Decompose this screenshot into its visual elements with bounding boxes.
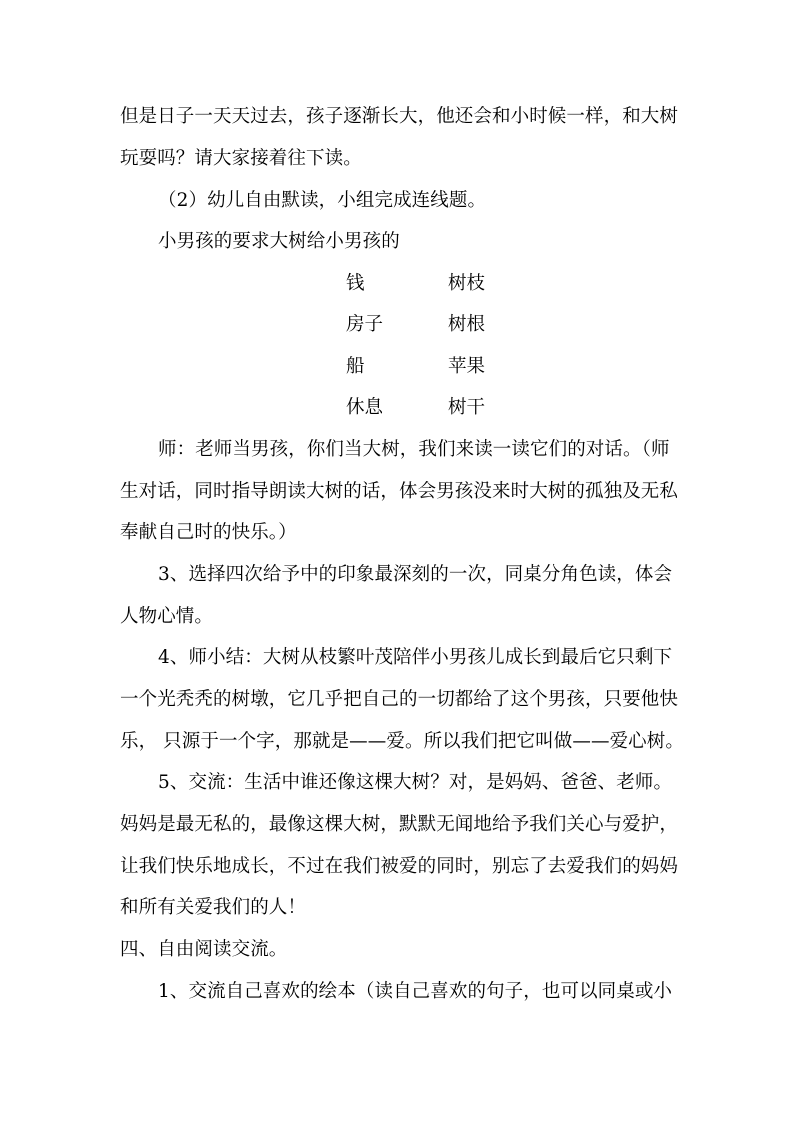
text-line: 4、师小结：大树从枝繁叶茂陪伴小男孩儿成长到最后它只剩下 xyxy=(158,647,673,668)
section-heading: 四、自由阅读交流。 xyxy=(120,939,288,960)
text-line: 人物心情。 xyxy=(120,606,214,627)
match-left-item: 房子 xyxy=(346,314,384,335)
match-left-item: 船 xyxy=(346,356,365,377)
match-left-item: 钱 xyxy=(346,273,365,294)
text-line: 一个光秃秃的树墩，它几乎把自己的一切都给了这个男孩，只要他快 xyxy=(120,689,679,710)
match-right-item: 树干 xyxy=(448,397,486,418)
match-right-item: 树根 xyxy=(448,314,486,335)
text-line: 5、交流：生活中谁还像这棵大树？对，是妈妈、爸爸、老师。 xyxy=(158,772,673,793)
match-right-item: 树枝 xyxy=(448,273,486,294)
text-line: 玩耍吗？请大家接着往下读。 xyxy=(120,148,362,169)
match-right-item: 苹果 xyxy=(448,356,486,377)
text-line: 乐， 只源于一个字，那就是——爱。所以我们把它叫做——爱心树。 xyxy=(120,731,684,752)
text-line: 师：老师当男孩，你们当大树，我们来读一读它们的对话。（师 xyxy=(158,439,670,460)
text-line: 但是日子一天天过去，孩子逐渐长大，他还会和小时候一样，和大树 xyxy=(120,106,679,127)
text-line: 和所有关爱我们的人！ xyxy=(120,897,307,918)
text-line: 让我们快乐地成长，不过在我们被爱的同时，别忘了去爱我们的妈妈 xyxy=(120,856,679,877)
text-line: 奉献自己时的快乐。） xyxy=(120,522,297,543)
text-line: 妈妈是最无私的，最像这棵大树，默默无闻地给予我们关心与爱护， xyxy=(120,814,679,835)
text-line: （2）幼儿自由默读，小组完成连线题。 xyxy=(158,190,487,211)
text-line: 1、交流自己喜欢的绘本（读自己喜欢的句子，也可以同桌或小 xyxy=(158,981,673,1002)
match-left-item: 休息 xyxy=(346,397,384,418)
text-line: 3、选择四次给予中的印象最深刻的一次，同桌分角色读，体会 xyxy=(158,564,673,585)
text-line: 生对话，同时指导朗读大树的话，体会男孩没来时大树的孤独及无私 xyxy=(120,481,679,502)
text-line: 小男孩的要求大树给小男孩的 xyxy=(158,231,400,252)
